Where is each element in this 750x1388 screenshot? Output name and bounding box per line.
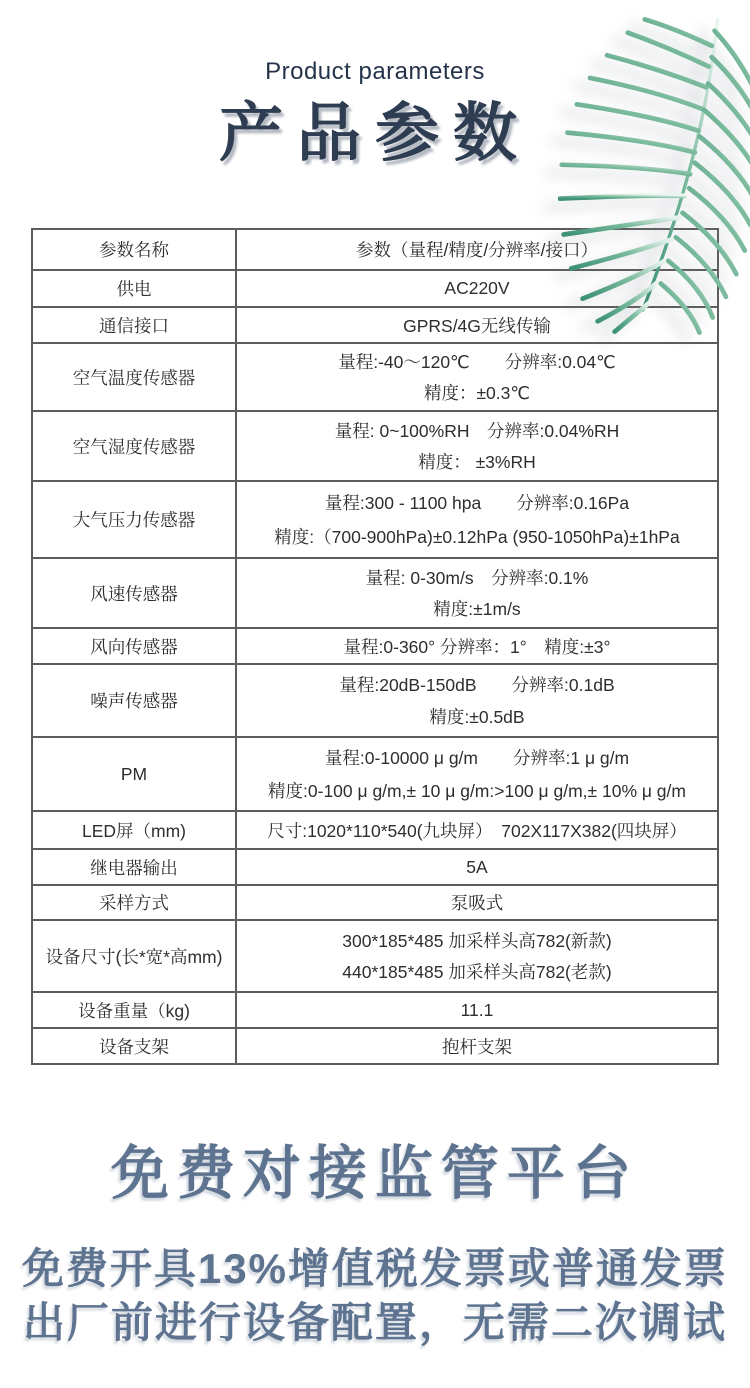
param-value: 抱杆支架 <box>442 1036 512 1057</box>
param-value: 量程:0-360° 分辨率：1° 精度:±3° <box>343 636 611 657</box>
page-subtitle: Product parameters <box>265 58 485 85</box>
param-value-cell <box>236 920 718 992</box>
param-name-cell <box>32 558 236 628</box>
param-name-cell <box>32 270 236 307</box>
param-name: 设备支架 <box>99 1036 169 1057</box>
param-value-lines <box>237 559 717 627</box>
param-value-cell <box>236 849 718 885</box>
param-name: 通信接口 <box>99 315 169 336</box>
param-value-cell <box>236 992 718 1028</box>
param-name-cell <box>32 664 236 737</box>
table-row <box>32 885 718 920</box>
table-row-header <box>32 229 718 270</box>
table-row <box>32 920 718 992</box>
param-value: 5A <box>466 856 488 877</box>
param-name: PM <box>120 763 148 784</box>
param-name-cell <box>32 1028 236 1064</box>
param-value-cell <box>236 811 718 849</box>
param-value-line: 精度:0-100 μ g/m,± 10 μ g/m:>100 μ g/m,± 10% μ g/m <box>268 780 686 801</box>
param-value-line: 量程:300 - 1100 hpa 分辨率:0.16Pa <box>324 493 630 514</box>
table-row <box>32 849 718 885</box>
param-name-cell <box>32 992 236 1028</box>
param-name: 风向传感器 <box>90 636 178 657</box>
param-name-cell <box>32 628 236 664</box>
param-name: 供电 <box>116 279 152 299</box>
param-value: 参数（量程/精度/分辨率/接口） <box>355 240 599 260</box>
param-name: 噪声传感器 <box>90 691 178 711</box>
param-value: GPRS/4G无线传输 <box>403 315 551 336</box>
param-value-cell <box>236 1028 718 1064</box>
param-name-cell <box>32 307 236 343</box>
param-name: 风速传感器 <box>90 583 178 604</box>
table-row <box>32 307 718 343</box>
param-value-line: 440*185*485 加采样头高782(老款) <box>342 962 612 983</box>
param-name-cell <box>32 229 236 270</box>
param-name: 继电器输出 <box>90 857 178 878</box>
table-row <box>32 411 718 481</box>
param-value-lines <box>237 412 717 480</box>
param-value-line: 量程:-40～120℃ 分辨率:0.04℃ <box>338 352 616 373</box>
param-value-cell <box>236 737 718 811</box>
param-value-cell <box>236 343 718 411</box>
table-row <box>32 343 718 411</box>
table-row <box>32 1028 718 1064</box>
param-value-cell <box>236 270 718 307</box>
param-value-line: 量程: 0~100%RH 分辨率:0.04%RH <box>334 421 620 441</box>
param-name-cell <box>32 849 236 885</box>
param-name: 大气压力传感器 <box>72 510 196 530</box>
table-row <box>32 737 718 811</box>
table-row <box>32 664 718 737</box>
param-value: 11.1 <box>460 999 494 1020</box>
table-row <box>32 992 718 1028</box>
param-value-line: 精度:±0.5dB <box>429 707 525 727</box>
param-value-line: 精度:±1m/s <box>433 599 521 619</box>
param-value-line: 300*185*485 加采样头高782(新款) <box>342 930 612 951</box>
param-value: 尺寸:1020*110*540(九块屏） 702X117X382(四块屏） <box>267 820 687 841</box>
param-value-cell <box>236 628 718 664</box>
param-name: LED屏（mm) <box>81 820 187 841</box>
param-value-lines <box>237 738 717 810</box>
param-value-cell <box>236 229 718 270</box>
param-name: 设备尺寸(长*宽*高mm) <box>45 946 223 967</box>
param-value-line: 量程:20dB-150dB 分辨率:0.1dB <box>339 675 615 695</box>
param-value-line: 精度:（700-900hPa)±0.12hPa (950-1050hPa)±1hPa <box>274 526 680 547</box>
param-value-line: 精度：±0.3℃ <box>423 382 531 403</box>
param-value: 泵吸式 <box>450 893 504 913</box>
param-value-lines <box>237 482 717 557</box>
footer-line-2: 出厂前进行设备配置，无需二次调试 <box>22 1299 727 1346</box>
param-name-cell <box>32 411 236 481</box>
param-value-cell <box>236 885 718 920</box>
param-value-cell <box>236 411 718 481</box>
param-name-cell <box>32 920 236 992</box>
table-row <box>32 558 718 628</box>
table-row <box>32 481 718 558</box>
param-name: 空气湿度传感器 <box>72 436 196 457</box>
param-name: 空气温度传感器 <box>72 367 196 388</box>
param-value-line: 量程:0-10000 μ g/m 分辨率:1 μ g/m <box>324 748 630 769</box>
param-name: 设备重量（kg) <box>78 1000 190 1021</box>
param-value-lines <box>237 921 717 991</box>
param-name-cell <box>32 481 236 558</box>
footer-headline: 免费对接监管平台 <box>110 1141 639 1206</box>
param-name-cell <box>32 737 236 811</box>
footer-line-1: 免费开具13%增值税发票或普通发票 <box>21 1245 729 1292</box>
param-value-cell <box>236 664 718 737</box>
param-value-lines <box>237 344 717 410</box>
param-value-cell <box>236 558 718 628</box>
table-row <box>32 270 718 307</box>
param-name: 参数名称 <box>99 240 169 260</box>
spec-table <box>31 228 719 1065</box>
param-name-cell <box>32 811 236 849</box>
param-value-line: 量程: 0-30m/s 分辨率:0.1% <box>365 568 589 588</box>
table-row <box>32 628 718 664</box>
table-row <box>32 811 718 849</box>
param-name-cell <box>32 343 236 411</box>
param-value-lines <box>237 665 717 736</box>
param-value: AC220V <box>444 278 510 298</box>
param-name-cell <box>32 885 236 920</box>
param-value-cell <box>236 481 718 558</box>
param-name: 采样方式 <box>99 893 169 913</box>
page-title: 产品参数 <box>219 97 531 169</box>
param-value-cell <box>236 307 718 343</box>
param-value-line: 精度： ±3%RH <box>418 452 536 472</box>
